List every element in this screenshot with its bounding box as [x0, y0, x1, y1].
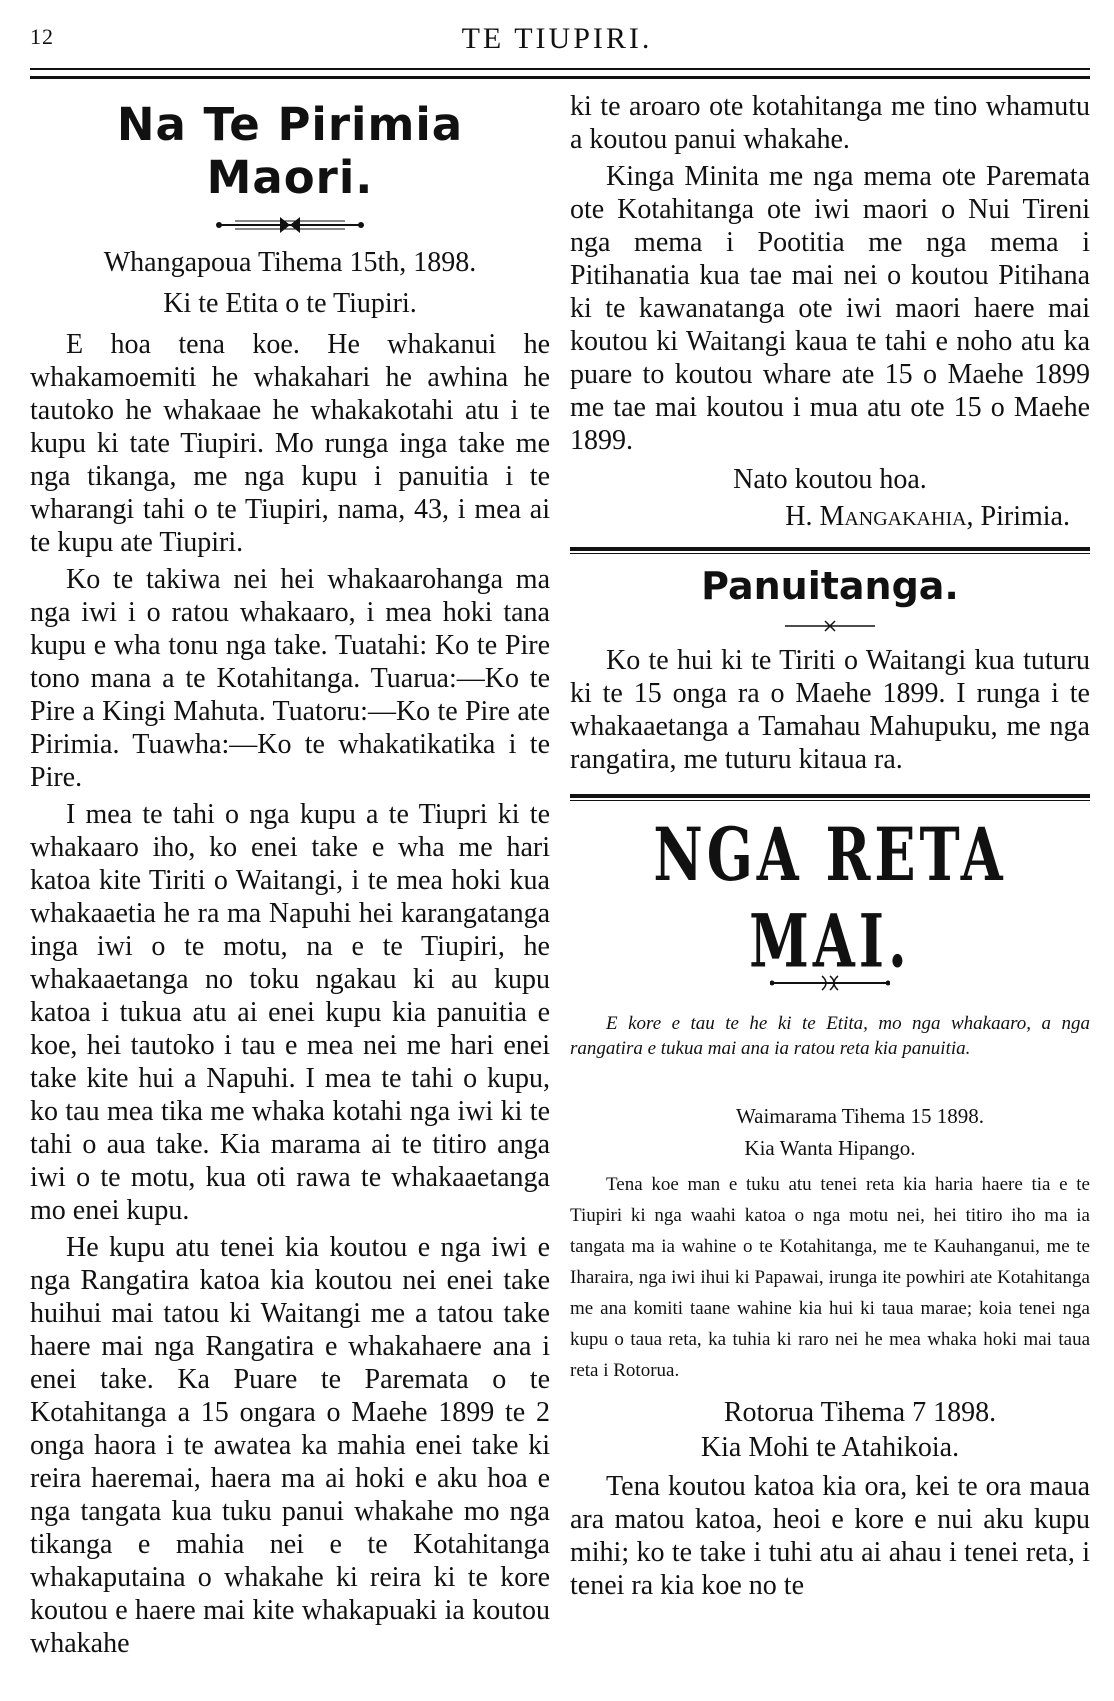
- ornament-divider: [215, 216, 365, 234]
- paragraph: Ko te takiwa nei hei whakaarohanga ma nga iwi i o ratou whakaaro, i mea hoki tana kupu e wha tonu nga take. Tuatahi: Ko te Pire tono mana a te Kotahitanga. Tuarua:—Ko te Pire a Kingi Mahuta. Tuatoru:—Ko te Pire ate Pirimia. Tuawha:—Ko te whakatikatika i te Pire.: [30, 564, 550, 793]
- headline-panuitanga: Panuitanga.: [701, 564, 959, 608]
- running-head: TE TIUPIRI.: [461, 22, 653, 55]
- letter-body: Tena koe man e tuku atu tenei reta kia haria haere tia e te Tiupiri ki nga waahi katoa o nga motu nei, hei titiro iho ma ia tangata ma ia wahine o te Kotahitanga, me te Kauhanganui, me te Iharaira, nga iwi ihui ki Papawai, irunga ite powhiri ate Kotahitanga me ana komiti taane wahine kia hui ki taua marae; koia tenei nga kupu o taua reta, ka tuhia ki raro nei he mea whaka hoki mai taua reta i Rotorua.: [570, 1174, 1090, 1381]
- dateline: Whangapoua Tihema 15th, 1898.: [103, 247, 477, 278]
- letter-addressee: Kia Mohi te Atahikoia.: [700, 1432, 960, 1463]
- signature-title: Pirimia.: [980, 501, 1070, 532]
- editor-disclaimer: E kore e tau te he ki te Etita, mo nga whakaaro, a nga rangatira e tukua mai ana ia ratou reta kia panuitia.: [570, 1013, 1090, 1059]
- section-rule: [570, 794, 1090, 798]
- panuitanga-body: Ko te hui ki te Tiriti o Waitangi kua tuturu ki te 15 onga ra o Maehe 1899. I runga i te whakaaetanga a Tamahau Mahupuku, me nga rangatira, me tuturu kitaua ra.: [570, 645, 1090, 775]
- paragraph: I mea te tahi o nga kupu a te Tiupri ki te whakaaro iho, ko enei take e wha me hari katoa kite Tiriti o Waitangi, i te mea hoki kua whakaaetia he ra ma Napuhi hei karangatanga inga iwi o te motu, na e te Tiupiri, he whakaaetanga no toku ngakau ki au kupu katoa i tukua atu ai enei kupu kia panuitia e koe, hei tautoko i tau e mea nei me hari enei take kite hui a Napuhi. I mea te tahi o kupu, ko tau mea tika me whaka kotahi nga iwi ki te tahi o aua take. Kia marama ai te titiro anga iwi o te motu, kua oti rawa te whakaaetanga mo enei kupu.: [30, 799, 550, 1226]
- paragraph: E hoa tena koe. He whakanui he whakamoemiti he whakahari he awhina he tautoko he whakaae he whakakotahi atu i te kupu ki tate Tiupiri. Mo runga inga take me nga tikanga, me nga kupu i panuitia i te wharangi tahi o te Tiupiri, nama, 43, i mea ai te kupu ate Tiupiri.: [30, 329, 550, 558]
- letters-headline: NGA RETA MAI.: [653, 811, 1007, 984]
- signature-name: H. Mangakahia,: [785, 501, 974, 532]
- header-rule: [30, 68, 1090, 70]
- paragraph: He kupu atu tenei kia koutou e nga iwi e nga Rangatira katoa kia koutou nei enei take huihui mai tatou ki Waitangi me a tatou take haere mai nga Rangatira e whakahaere ana i enei take. Ka Puare te Paremata o te Kotahitanga a 15 ongara o Maehe 1899 te 2 onga haora i te awatea ka mahia enei take ki reira haeremai, haera ma ai hoki e aku hoa e nga tangata kua tuku panui whakahe mo nga tikanga e mahia nei e te Kotahitanga whakaputaina o whakahe ki reira ki te kore koutou e haere mai kite whakapuaki ia koutou whakahe: [30, 1232, 550, 1659]
- letter-addressee: Kia Wanta Hipango.: [744, 1136, 916, 1160]
- closing: Nato koutou hoa.: [733, 464, 927, 495]
- section-rule: [570, 547, 1090, 551]
- letter-body: Tena koutou katoa kia ora, kei te ora maua ara matou katoa, heoi e kore e nui aku kupu mihi; ko te take i tuhi atu ai ahau i tenei reta, i tenei ra kia koe no te: [570, 1471, 1090, 1601]
- left-column: [30, 90, 550, 1660]
- headline-pirimia: Na Te Pirimia Maori.: [116, 98, 464, 204]
- page-number: 12: [30, 24, 54, 49]
- letter-dateline: Rotorua Tihema 7 1898.: [723, 1397, 997, 1428]
- right-column: [570, 90, 1090, 1602]
- header-rule-thick: [30, 76, 1090, 79]
- ornament-divider: [785, 620, 875, 632]
- signature: [570, 500, 1090, 533]
- salutation: Ki te Etita o te Tiupiri.: [163, 288, 417, 319]
- letter-dateline: Waimarama Tihema 15 1898.: [736, 1104, 984, 1128]
- paragraph: Kinga Minita me nga mema ote Paremata ote Kotahitanga ote iwi maori o Nui Tireni nga mema i Pootitia me nga mema i Pitihanatia kua tae mai nei o koutou Pitihana ki te kawanatanga ote iwi maori haere mai koutou ki Waitangi kaua te tahi e noho atu ka puare to koutou whare ate 15 o Maehe 1899 me tae mai koutou i mua atu ote 15 o Maehe 1899.: [570, 161, 1090, 456]
- paragraph: ki te aroaro ote kotahitanga me tino whamutu a koutou panui whakahe.: [570, 91, 1090, 155]
- section-rule-thin: [570, 553, 1090, 554]
- section-rule-thin: [570, 800, 1090, 801]
